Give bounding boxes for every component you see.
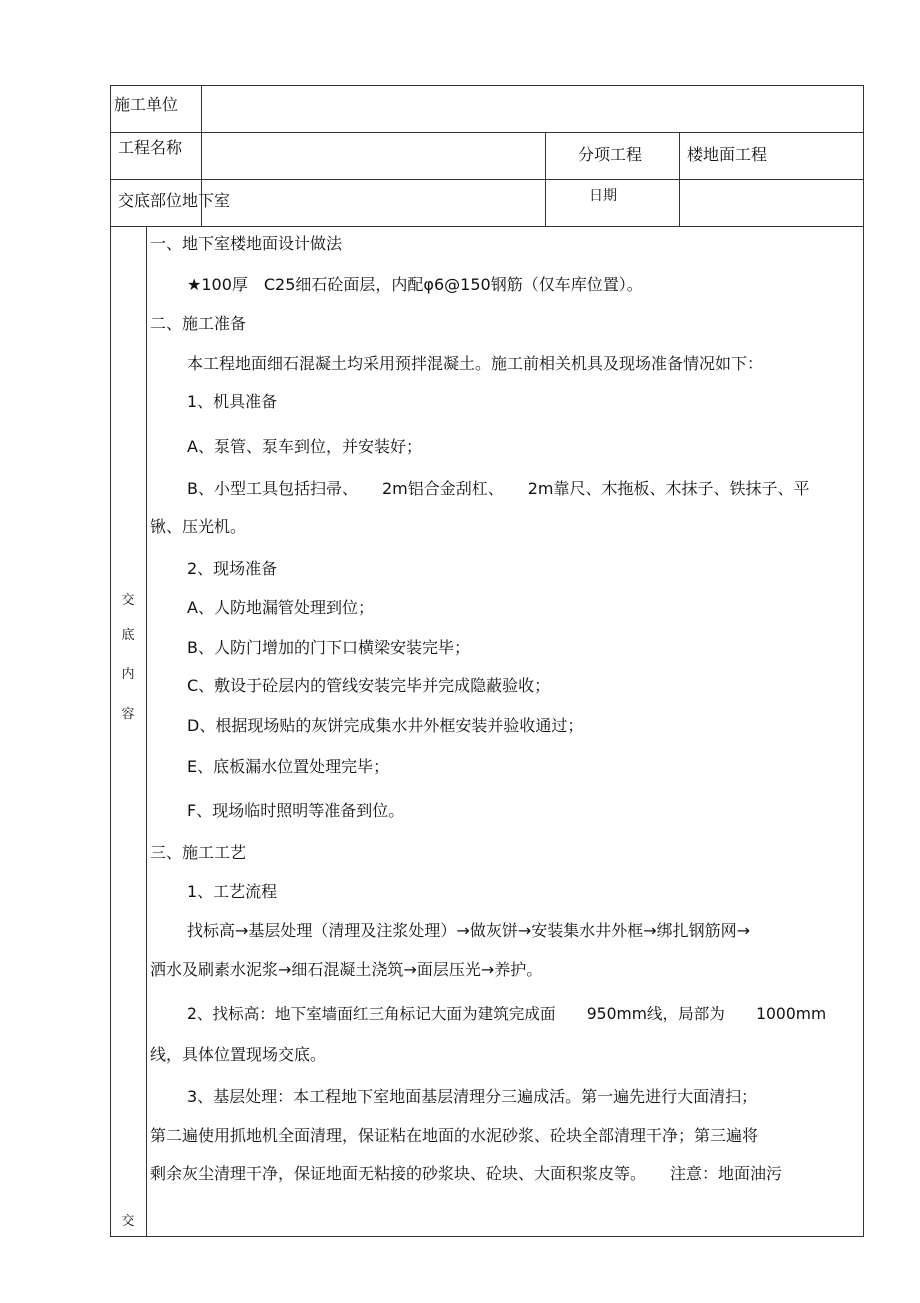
paragraph-line: 3、基层处理：本工程地下室地面基层清理分三遍成活。第一遍先进行大面清扫； [187, 1087, 758, 1106]
section-2-1-title: 1、机具准备 [187, 392, 278, 411]
section-3-title: 三、施工工艺 [150, 843, 247, 862]
subitem-value: 楼地面工程 [687, 145, 768, 164]
section-2-2-title: 2、现场准备 [187, 559, 278, 578]
paragraph-line: 线，具体位置现场交底。 [150, 1045, 327, 1064]
process-flow-line: 找标高→基层处理（清理及注浆处理）→做灰饼→安装集水井外框→绑扎钢筋网→ [187, 921, 751, 940]
table-border-right [863, 85, 864, 1237]
list-item-continuation: 锹、压光机。 [150, 517, 247, 536]
section-3-1-title: 1、工艺流程 [187, 882, 278, 901]
date-label: 日期 [589, 188, 617, 204]
subitem-label: 分项工程 [578, 145, 643, 164]
section-1-paragraph: ★100厚 C25细石砼面层，内配φ6@150钢筋（仅车库位置）。 [187, 275, 643, 294]
content-side-divider [146, 226, 147, 1237]
unit-label: 施工单位 [114, 95, 179, 114]
side-label-char: 交 [121, 593, 135, 608]
list-item: A、人防地漏管处理到位； [187, 598, 374, 617]
list-item: E、底板漏水位置处理完毕； [187, 757, 390, 776]
list-item: C、敷设于砼层内的管线安装完毕并完成隐蔽验收； [187, 676, 551, 695]
row-divider [110, 226, 864, 227]
section-2-intro: 本工程地面细石混凝土均采用预拌混凝土。施工前相关机具及现场准备情况如下： [187, 354, 764, 373]
section-2-title: 二、施工准备 [150, 314, 247, 333]
column-divider [679, 132, 680, 227]
list-item: D、根据现场贴的灰饼完成集水井外框安装并验收通过； [187, 716, 584, 735]
list-item: B、人防门增加的门下口横梁安装完毕； [187, 638, 470, 657]
row-divider [110, 179, 864, 180]
side-label-char: 容 [121, 707, 135, 722]
table-border-bottom [110, 1236, 864, 1237]
side-label-continued: 交 [121, 1214, 135, 1229]
project-label: 工程名称 [118, 138, 183, 157]
process-flow-line: 洒水及刷素水泥浆→细石混凝土浇筑→面层压光→养护。 [150, 960, 543, 979]
paragraph-line: 第二遍使用抓地机全面清理，保证粘在地面的水泥砂浆、砼块全部清理干净；第三遍将 [150, 1126, 759, 1145]
table-border-top [110, 85, 864, 86]
list-item: F、现场临时照明等准备到位。 [187, 801, 405, 820]
list-item: B、小型工具包括扫帚、 2m铝合金刮杠、 2m靠尺、木拖板、木抹子、铁抹子、平 [187, 479, 810, 498]
side-label-char: 内 [121, 667, 135, 682]
list-item: A、泵管、泵车到位，并安装好； [187, 437, 422, 456]
table-border-left [110, 85, 111, 1237]
paragraph-line: 2、找标高：地下室墙面红三角标记大面为建筑完成面 950mm线，局部为 1000mm [187, 1005, 827, 1023]
side-label-char: 底 [121, 628, 135, 643]
paragraph-line: 剩余灰尘清理干净，保证地面无粘接的砂浆块、砼块、大面积浆皮等。 注意：地面油污 [150, 1164, 783, 1183]
section-1-title: 一、地下室楼地面设计做法 [150, 234, 343, 253]
location-label: 交底部位地下室 [118, 191, 231, 210]
row-divider [110, 132, 864, 133]
column-divider [545, 132, 546, 227]
